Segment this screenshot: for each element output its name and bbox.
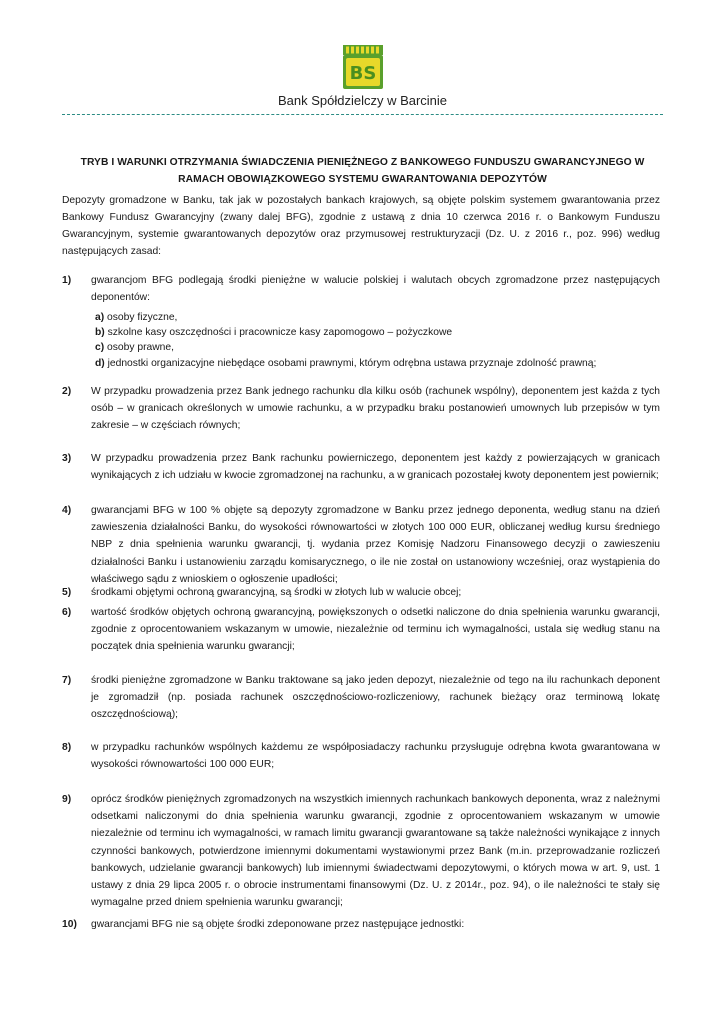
bank-name: Bank Spółdzielczy w Barcinie <box>277 93 448 108</box>
list-item <box>62 791 660 911</box>
item-text: w przypadku rachunków wspólnych każdemu ze współposiadaczy rachunku przysługuje odrębna kwota gwarantowana w wysokości równowartości 100 000 EUR; <box>91 742 660 771</box>
item-text: środki pieniężne zgromadzone w Banku traktowane są jako jeden depozyt, niezależnie od tego na ilu rachunkach deponent je zgromadził (np. posiada rachunek oszczędnościowo-rozliczeniowy, rachunek bieżący oraz terminową lokatę oszczędnościową); <box>91 675 660 721</box>
item-number: 7) <box>62 675 72 686</box>
intro-paragraph: Depozyty gromadzone w Banku, tak jak w pozostałych bankach krajowych, są objęte polskim systemem gwarantowania przez Bankowy Fundusz Gwarancyjny (zwany dalej BFG), zgodnie z ustawą z dnia 10 czerwca 2016 r. o Bankowym Funduszu Gwarancyjnym, systemie gwarantowanych depozytów oraz przymusowej restrukturyzacji (Dz. U. z 2016 r., poz. 996) według następujących zasad: <box>62 195 660 257</box>
sub-list-item: d) jednostki organizacyjne niebędące osobami prawnymi, którym odrębna ustawa przyznaje zdolność prawną; <box>95 357 597 369</box>
item-text: W przypadku prowadzenia przez Bank jednego rachunku dla kilku osób (rachunek wspólny), deponentem jest każda z tych osób – w granicach określonych w umowie rachunku, a w przypadku braku postanowień umownych lub przepisów w tym zakresie – w częściach równych; <box>91 386 660 432</box>
document-title <box>80 154 645 188</box>
list-item <box>62 672 660 724</box>
header-divider <box>62 114 663 115</box>
sub-list-item: c) osoby prawne, <box>95 342 174 354</box>
item-text: gwarancjami BFG w 100 % objęte są depozyty zgromadzone w Banku przez jednego deponenta, według stanu na dzień zawieszenia działalności Banku, do wysokości równowartości w złotych 100 000 EUR, obliczanej według kursu średniego NBP z dnia spełnienia warunku gwarancji, tj. wydania przez Komisję Nadzoru Finansowego decyzji o zawieszeniu działalności Banku i ustanowieniu zarządu komisarycznego, o ile nie został on ustanowiony wcześniej, oraz wystąpienia do właściwego sądu z wnioskiem o ogłoszenie upadłości; <box>91 505 660 585</box>
title-line-2: RAMACH OBOWIĄZKOWEGO SYSTEMU GWARANTOWANIA DEPOZYTÓW <box>178 174 547 185</box>
list-item <box>62 272 660 306</box>
item-text: oprócz środków pieniężnych zgromadzonych na wszystkich imiennych rachunkach bankowych deponenta, wraz z należnymi odsetkami naliczonymi do dnia spełnienia warunku gwarancji, zgodnie z oprocentowaniem wskazanym w umowie niezależnie od terminu ich wymagalności, w ramach limitu gwarancji gwarantowane są także należności wynikające z innych czynności bankowych, potwierdzone imiennymi dokumentami wystawionymi przez Bank (m.in. przeprowadzanie rozliczeń bankowych, udzielanie gwarancji bankowych) lub imiennymi świadectwami depozytowymi, o których mowa w art. 9, ust. 1 ustawy z dnia 29 lipca 2005 r. o obrocie instrumentami finansowymi (Dz. U. z 2014r., poz. 94), o ile należności te stały się wymagalne przed dniem spełnienia warunku gwarancji; <box>91 794 660 909</box>
sub-list <box>95 310 660 371</box>
item-text: gwarancjami BFG nie są objęte środki zdeponowane przez następujące jednostki: <box>91 919 465 930</box>
list-item <box>62 604 660 656</box>
list-item <box>62 916 660 933</box>
item-text: środkami objętymi ochroną gwarancyjną, są środki w złotych lub w walucie obcej; <box>91 587 462 598</box>
item-number: 4) <box>62 505 72 516</box>
sub-list-item: b) szkolne kasy oszczędności i pracownicze kasy zapomogowo – pożyczkowe <box>95 327 453 339</box>
item-number: 2) <box>62 386 72 397</box>
item-number: 10) <box>62 919 77 930</box>
item-number: 1) <box>62 275 72 286</box>
item-number: 8) <box>62 742 72 753</box>
list-item <box>62 450 660 484</box>
item-text: W przypadku prowadzenia przez Bank rachunku powierniczego, deponentem jest każdy z powierzających w granicach wynikających z ich udziału w kwocie zgromadzonej na rachunku, a w granicach pozostałej kwoty deponentem jest powiernik; <box>91 453 660 482</box>
item-text: wartość środków objętych ochroną gwarancyjną, powiększonych o odsetki naliczone do dnia spełnienia warunku gwarancji, zgodnie z oprocentowaniem wskazanym w umowie, niezależnie od terminu ich wymagalności, ustala się według stanu na początek dnia spełnienia warunku gwarancji; <box>91 607 660 653</box>
sub-list-item: a) osoby fizyczne, <box>95 312 178 323</box>
bank-logo <box>337 45 389 91</box>
list-item <box>62 584 660 601</box>
item-text: gwarancjom BFG podlegają środki pieniężne w walucie polskiej i walutach obcych zgromadzone przez następujących deponentów: <box>91 275 660 304</box>
title-line-1: TRYB I WARUNKI OTRZYMANIA ŚWIADCZENIA PIENIĘŻNEGO Z BANKOWEGO FUNDUSZU GWARANCYJNEGO W <box>80 157 645 168</box>
svg-text:BS: BS <box>349 63 377 84</box>
item-number: 9) <box>62 794 72 805</box>
list-item <box>62 502 660 588</box>
item-number: 5) <box>62 587 72 598</box>
item-number: 6) <box>62 607 72 618</box>
item-number: 3) <box>62 453 72 464</box>
list-item <box>62 383 660 435</box>
list-item <box>62 739 660 773</box>
